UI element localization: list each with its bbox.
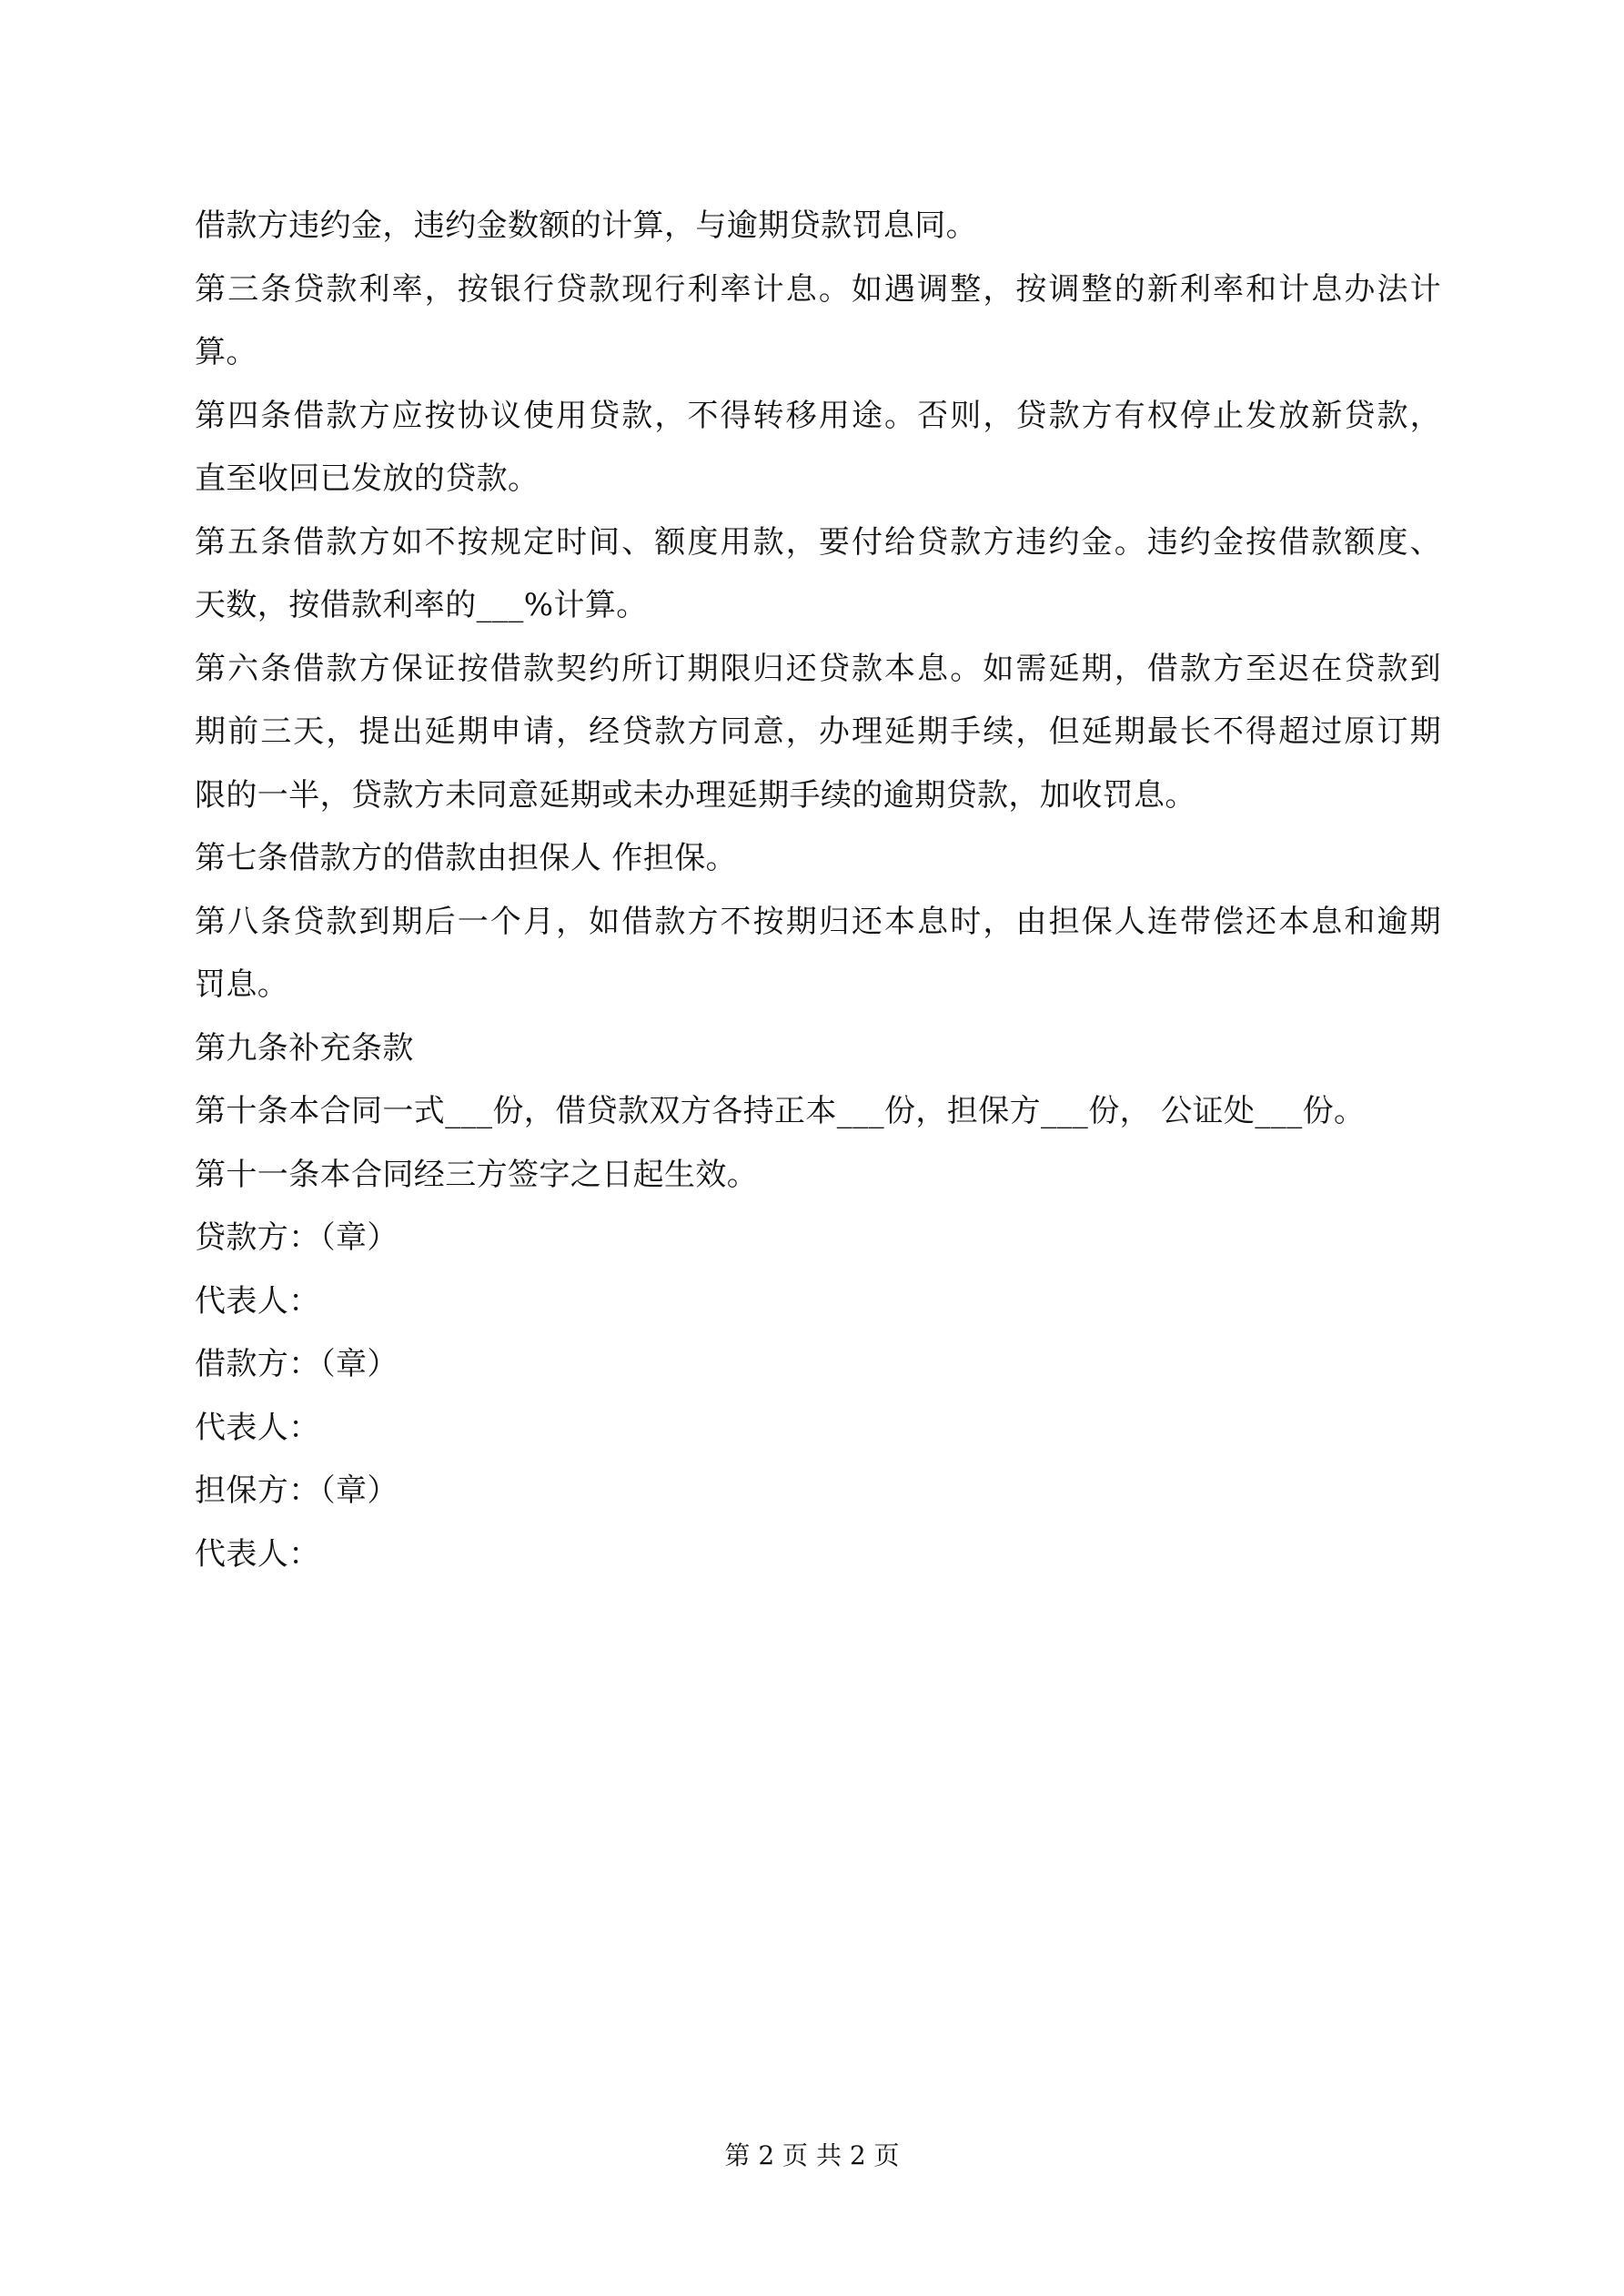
clause-10: 第十条本合同一式___份，借贷款双方各持正本___份，担保方___份， 公证处___份。: [195, 1093, 1366, 1129]
clause-8-line-2: 罚息。: [195, 966, 289, 1003]
clause-7: 第七条借款方的借款由担保人 作担保。: [195, 840, 738, 876]
borrower-representative: 代表人：: [195, 1409, 320, 1446]
clause-4-line-2: 直至收回已发放的贷款。: [195, 460, 540, 497]
clause-9: 第九条补充条款: [195, 1029, 414, 1067]
clause-6-line-1: 第六条借款方保证按借款契约所订期限归还贷款本息。如需延期，借款方至迟在贷款到: [195, 650, 1441, 687]
clause-11: 第十一条本合同经三方签字之日起生效。: [195, 1156, 759, 1193]
body-line-1: 借款方违约金，违约金数额的计算，与逾期贷款罚息同。: [195, 207, 977, 244]
clause-3-line-1: 第三条贷款利率，按银行贷款现行利率计息。如遇调整，按调整的新利率和计息办法计: [195, 270, 1441, 308]
lender-representative: 代表人：: [195, 1282, 320, 1320]
page-number-footer: 第 2 页 共 2 页: [724, 2140, 900, 2170]
borrower-signature: 借款方：（章）: [195, 1346, 398, 1382]
clause-5-line-2: 天数，按借款利率的___%计算。: [195, 587, 648, 623]
lender-signature: 贷款方：（章）: [195, 1219, 398, 1256]
guarantor-representative: 代表人：: [195, 1535, 320, 1573]
clause-3-line-2: 算。: [195, 334, 257, 370]
clause-6-line-2: 期前三天，提出延期申请，经贷款方同意，办理延期手续，但延期最长不得超过原订期: [195, 713, 1441, 750]
contract-body: [195, 195, 1441, 1586]
clause-4-line-1: 第四条借款方应按协议使用贷款，不得转移用途。否则，贷款方有权停止发放新贷款，: [195, 397, 1441, 434]
clause-6-line-3: 限的一半，贷款方未同意延期或未办理延期手续的逾期贷款，加收罚息。: [195, 776, 1196, 814]
clause-5-line-1: 第五条借款方如不按规定时间、额度用款，要付给贷款方违约金。违约金按借款额度、: [195, 523, 1441, 561]
clause-8-line-1: 第八条贷款到期后一个月，如借款方不按期归还本息时，由担保人连带偿还本息和逾期: [195, 903, 1441, 940]
guarantor-signature: 担保方：（章）: [195, 1472, 398, 1509]
